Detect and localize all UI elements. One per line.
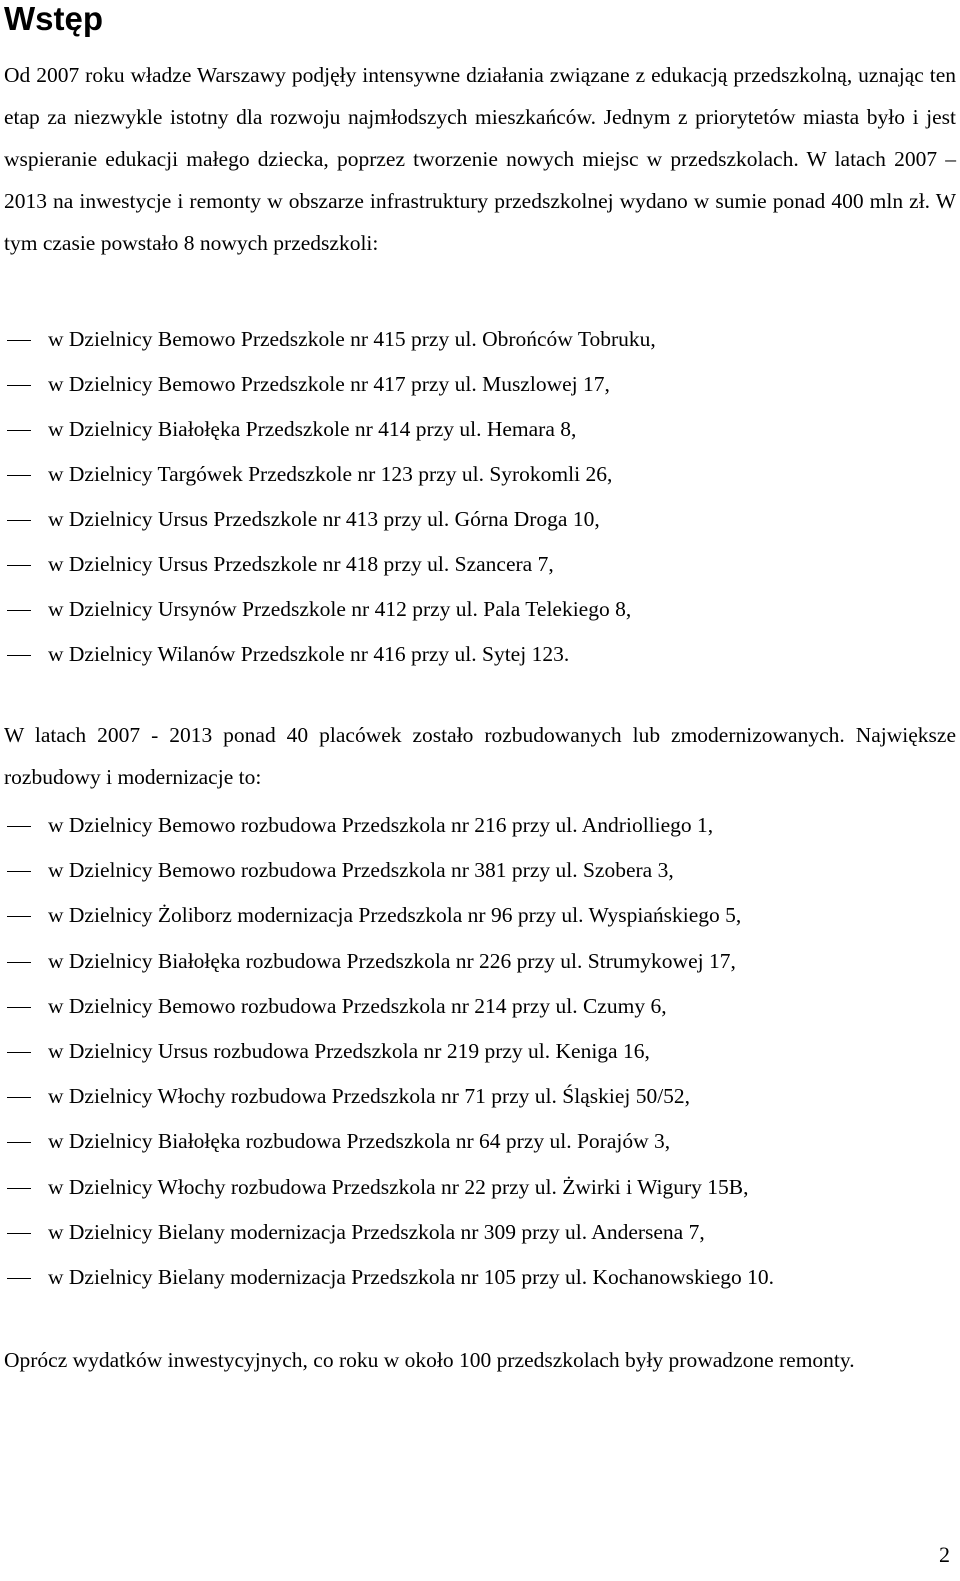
list-item-text: w Dzielnicy Białołęka Przedszkole nr 414 przy ul. Hemara 8, — [48, 417, 577, 441]
dash-bullet — [7, 565, 31, 566]
list-item-text: w Dzielnicy Włochy rozbudowa Przedszkola nr 71 przy ul. Śląskiej 50/52, — [48, 1084, 691, 1109]
list-item-text: w Dzielnicy Włochy rozbudowa Przedszkola nr 22 przy ul. Żwirki i Wigury 15B, — [48, 1174, 749, 1199]
dash-bullet — [7, 610, 31, 611]
list-item — [0, 1166, 960, 1211]
dash-bullet — [7, 916, 31, 917]
list-item-text: w Dzielnicy Bemowo rozbudowa Przedszkola nr 381 przy ul. Szobera 3, — [48, 858, 674, 883]
list-item-text: w Dzielnicy Bemowo rozbudowa Przedszkola nr 216 przy ul. Andriolliego 1, — [48, 813, 714, 837]
page-number: 2 — [939, 1542, 950, 1567]
dash-bullet — [7, 1142, 31, 1143]
list-item — [0, 318, 960, 363]
list-item — [0, 1120, 960, 1165]
intro-paragraph: Od 2007 roku władze Warszawy podjęły intensywne działania związane z edukacją przedszkolną, uznając ten etap za niezwykle istotny dla rozwoju najmłodszych mieszkańców. Jednym z priorytetów miasta było i jest wspieranie edukacji małego dziecka, poprzez tworzenie nowych miejsc w przedszkolach. W latach 2007 – 2013 na inwestycje i remonty w obszarze infrastruktury przedszkolnej wydano w sumie ponad 400 mln zł. W tym czasie powstało 8 nowych przedszkoli: — [4, 63, 956, 255]
list-item-text: w Dzielnicy Ursus Przedszkole nr 418 przy ul. Szancera 7, — [48, 552, 554, 576]
list-item-text: w Dzielnicy Bielany modernizacja Przedszkola nr 105 przy ul. Kochanowskiego 10. — [48, 1264, 775, 1289]
list-item-text: w Dzielnicy Wilanów Przedszkole nr 416 przy ul. Sytej 123. — [48, 642, 570, 666]
list-item — [0, 985, 960, 1030]
list-item-text: w Dzielnicy Bemowo rozbudowa Przedszkola nr 214 przy ul. Czumy 6, — [48, 993, 667, 1018]
dash-bullet — [7, 1278, 31, 1279]
list-item — [0, 1075, 960, 1120]
expansions-list — [0, 804, 960, 1301]
dash-bullet — [7, 826, 31, 827]
list-item-text: w Dzielnicy Bemowo Przedszkole nr 417 przy ul. Muszlowej 17, — [48, 372, 610, 396]
list-item-text: w Dzielnicy Ursus rozbudowa Przedszkola nr 219 przy ul. Keniga 16, — [48, 1038, 650, 1063]
dash-bullet — [7, 1052, 31, 1053]
list-item — [0, 1211, 960, 1256]
dash-bullet — [7, 1188, 31, 1189]
list-item-text: w Dzielnicy Białołęka rozbudowa Przedszkola nr 226 przy ul. Strumykowej 17, — [48, 948, 736, 973]
list-item-text: w Dzielnicy Bielany modernizacja Przedszkola nr 309 przy ul. Andersena 7, — [48, 1219, 705, 1244]
closing-paragraph: Oprócz wydatków inwestycyjnych, co roku w około 100 przedszkolach były prowadzone remonty. — [4, 1348, 855, 1372]
middle-paragraph: W latach 2007 - 2013 ponad 40 placówek zostało rozbudowanych lub zmodernizowanych. Największe rozbudowy i modernizacje to: — [4, 723, 956, 789]
list-item — [0, 453, 960, 498]
dash-bullet — [7, 1097, 31, 1098]
list-item — [0, 498, 960, 543]
list-item — [0, 543, 960, 588]
dash-bullet — [7, 520, 31, 521]
list-item-text: w Dzielnicy Ursynów Przedszkole nr 412 przy ul. Pala Telekiego 8, — [48, 597, 632, 621]
dash-bullet — [7, 1233, 31, 1234]
list-item-text: w Dzielnicy Białołęka rozbudowa Przedszkola nr 64 przy ul. Porajów 3, — [48, 1129, 671, 1154]
list-item-text: w Dzielnicy Żoliborz modernizacja Przedszkola nr 96 przy ul. Wyspiańskiego 5, — [48, 903, 742, 928]
list-item — [0, 408, 960, 453]
dash-bullet — [7, 475, 31, 476]
new-preschools-list — [0, 318, 960, 678]
dash-bullet — [7, 340, 31, 341]
list-item-text: w Dzielnicy Targówek Przedszkole nr 123 przy ul. Syrokomli 26, — [48, 462, 613, 486]
list-item — [0, 363, 960, 408]
list-item — [0, 940, 960, 985]
list-item — [0, 894, 960, 939]
list-item-text: w Dzielnicy Ursus Przedszkole nr 413 przy ul. Górna Droga 10, — [48, 507, 600, 531]
list-item-text: w Dzielnicy Bemowo Przedszkole nr 415 przy ul. Obrońców Tobruku, — [48, 327, 656, 351]
dash-bullet — [7, 430, 31, 431]
dash-bullet — [7, 871, 31, 872]
list-item — [0, 804, 960, 849]
list-item — [0, 1256, 960, 1301]
section-heading: Wstęp — [4, 0, 103, 37]
dash-bullet — [7, 655, 31, 656]
list-item — [0, 849, 960, 894]
list-item — [0, 1030, 960, 1075]
list-item — [0, 633, 960, 678]
list-item — [0, 588, 960, 633]
dash-bullet — [7, 1007, 31, 1008]
dash-bullet — [7, 385, 31, 386]
dash-bullet — [7, 962, 31, 963]
